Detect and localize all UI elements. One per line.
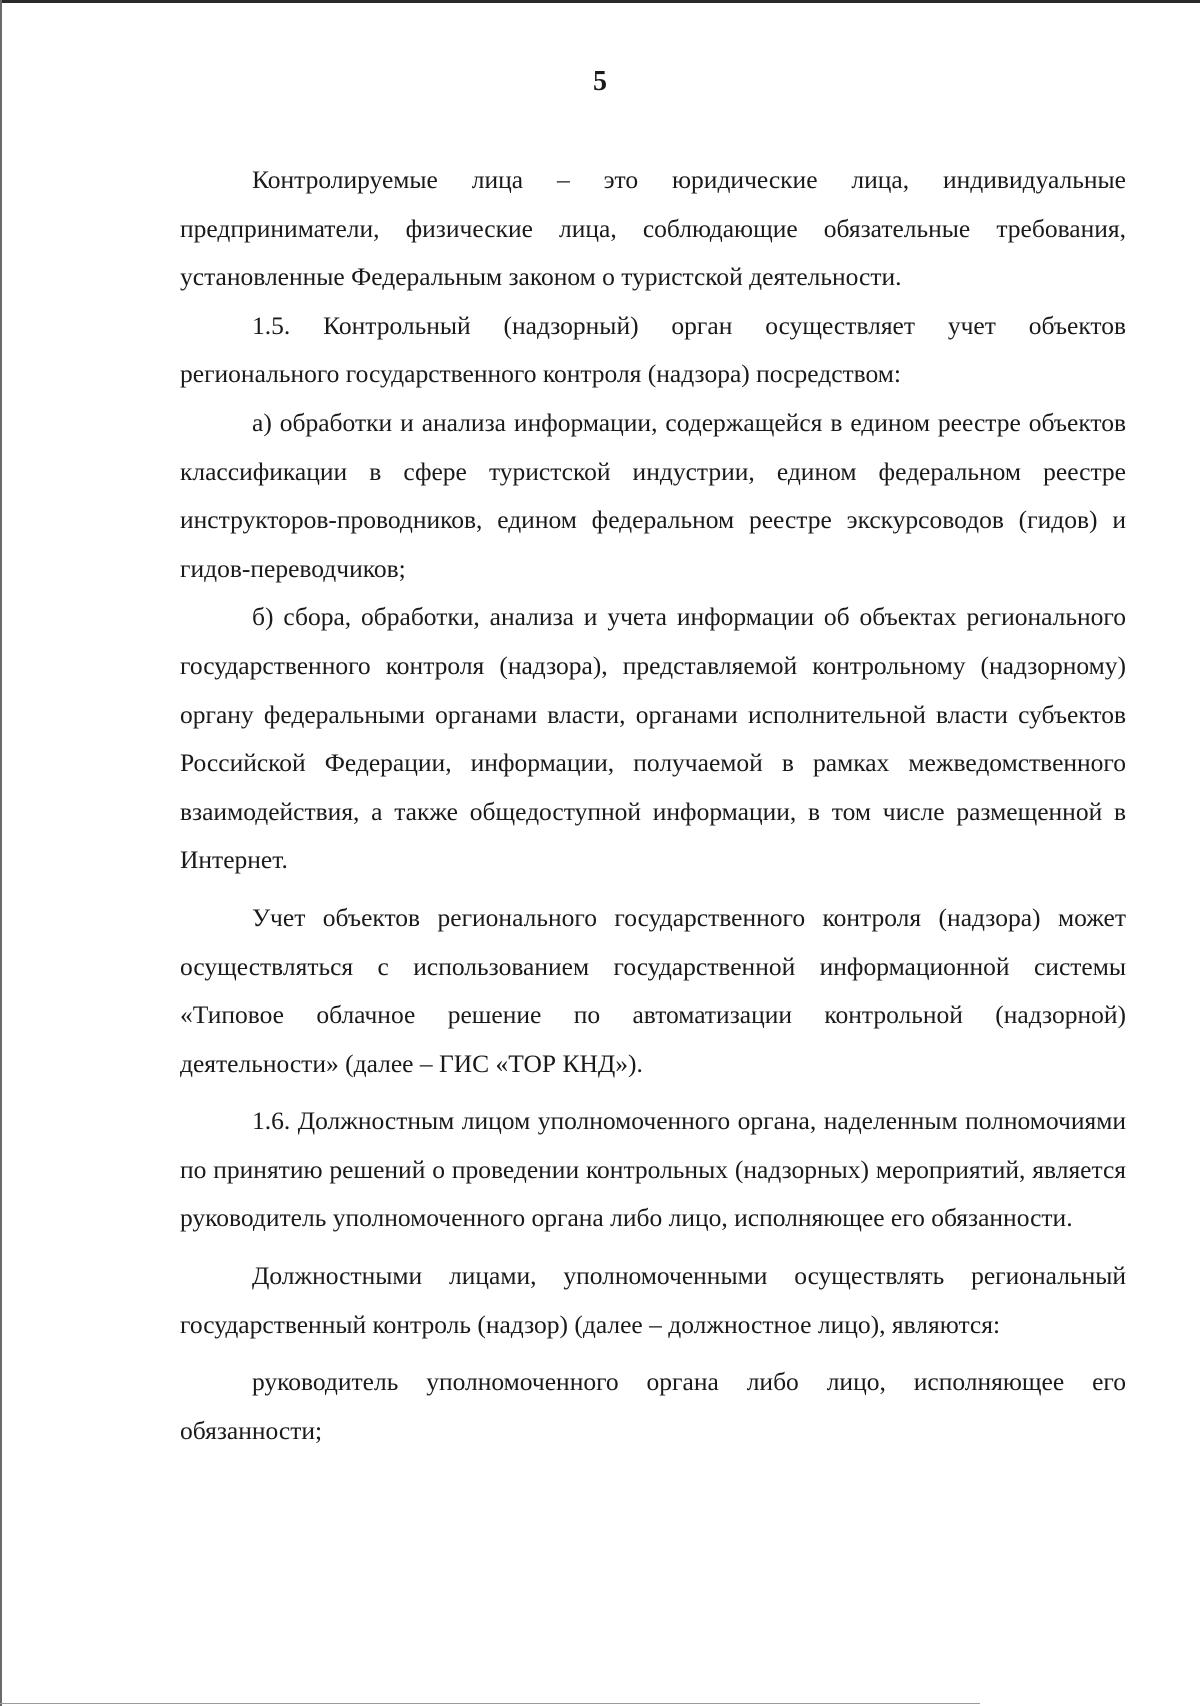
paragraph-controlled-persons: Контролируемые лица – это юридические лица, индивидуальные предприниматели, физические лица, соблюдающие обязательные требования, установленные Федеральным законом о туристской деятельности. [180,165,1126,292]
paragraph-item-b: б) сбора, обработки, анализа и учета информации об объектах регионального государственного контроля (надзора), представляемой контрольному (надзорному) органу федеральными органами власти, органами исполнительной власти субъектов Российской Федерации, информации, получаемой в рамках межведомственного взаимодействия, а также общедоступной информации, в том числе размещенной в Интернет. [180,602,1126,875]
page-bottom-edge [0,1703,980,1704]
page-left-edge [0,0,2,1706]
paragraph-item-a: а) обработки и анализа информации, содержащейся в едином реестре объектов классификации в сфере туристской индустрии, едином федеральном реестре инструкторов-проводников, едином федеральном реестре экскурсоводов (гидов) и гидов-переводчиков; [180,407,1126,583]
paragraph-1-6: 1.6. Должностным лицом уполномоченного органа, наделенным полномочиями по принятию решений о проведении контрольных (надзорных) мероприятий, является руководитель уполномоченного органа либо лицо, исполняющее его обязанности. [180,1106,1126,1233]
paragraph-1-5: 1.5. Контрольный (надзорный) орган осуществляет учет объектов регионального государственного контроля (надзора) посредством: [180,310,1126,389]
paragraph-accounting: Учет объектов регионального государственного контроля (надзора) может осуществляться с использованием государственной информационной системы «Типовое облачное решение по автоматизации контрольной (надзорной) деятельности» (далее – ГИС «ТОР КНД»). [180,902,1126,1078]
page-top-edge [0,0,1200,3]
document-body [180,156,1126,1455]
paragraph-head-of-body: руководитель уполномоченного органа либо лицо, исполняющее его обязанности; [180,1367,1126,1445]
paragraph-officials: Должностными лицами, уполномоченными осуществлять региональный государственный контроль (надзор) (далее – должностное лицо), являются: [180,1261,1126,1339]
page-number: 5 [593,66,607,97]
